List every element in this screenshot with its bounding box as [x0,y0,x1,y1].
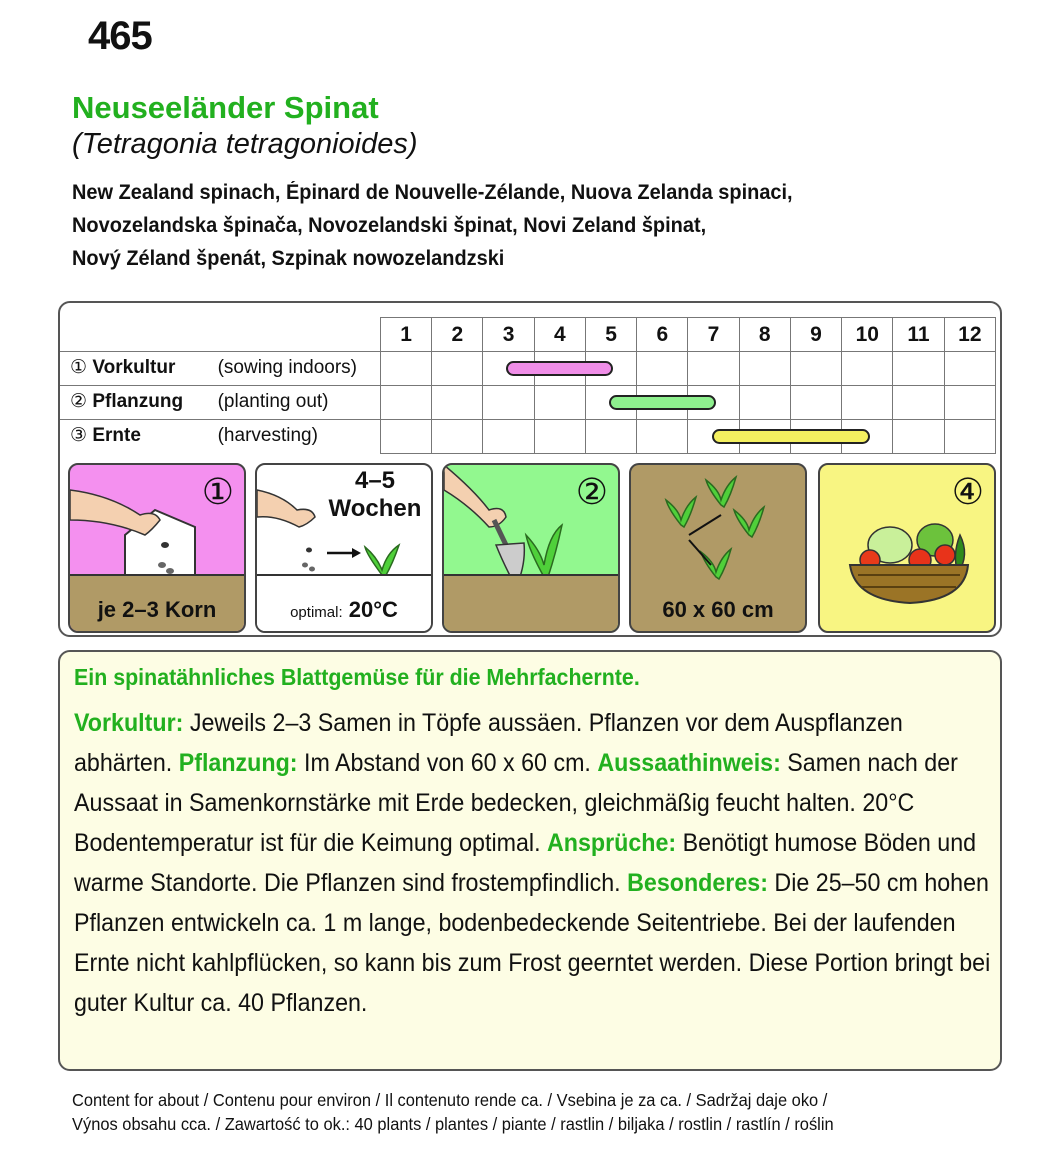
spacing-caption: 60 x 60 cm [662,597,774,622]
step-harvest [818,463,996,633]
keyword-vorkultur: Vorkultur: [74,709,184,737]
description-lead: Ein spinatähnliches Blattgemüse für die Mehrfachernte. [74,664,640,690]
ernte-bar [712,429,870,444]
month-cell: 9 [790,318,841,352]
month-cell: 2 [432,318,483,352]
keyword-pflanzung: Pflanzung: [178,749,298,777]
footer-line: Content for about / Contenu pour environ / Il contenuto rende ca. / Vsebina je za ca. / Sadržaj daje oko / [72,1090,828,1110]
row-title: Ernte [92,425,141,446]
temperature-label: optimal: [290,604,343,621]
month-cell: 11 [893,318,944,352]
names-line: Nový Zéland špenát, Szpinak nowozelandzski [72,247,505,270]
temperature-value: 20°C [348,597,398,622]
step-sowing [68,463,246,633]
text-ansprueche: Benötigt humose Böden und warme Standorte. Die Pflanzen sind frostempfindlich. [74,829,977,897]
names-line: New Zealand spinach, Épinard de Nouvelle-Zélande, Nuova Zelanda spinaci, [72,181,793,204]
month-grid [380,317,996,454]
step-planting [442,463,620,633]
product-number: 465 [88,14,152,58]
row-symbol: ① [70,357,88,378]
row-title: Vorkultur [92,357,176,378]
row-label-vorkultur [70,351,357,385]
row-subtitle: (planting out) [217,391,329,412]
description-body [74,703,1004,1023]
step-number: ④ [951,471,984,512]
duration-unit: Wochen [328,495,422,522]
translated-names [72,176,984,275]
names-line: Novozelandska špinača, Novozelandski špinat, Novi Zeland špinat, [72,214,707,237]
row-symbol: ③ [70,425,88,446]
vorkultur-bar [506,361,613,376]
month-cell: 12 [944,318,995,352]
row-subtitle: (harvesting) [217,425,318,446]
duration-range: 4–5 [354,467,396,494]
step-germination [255,463,433,633]
keyword-aussaathinweis: Aussaathinweis: [597,749,781,777]
step-number: ② [575,471,608,512]
row-label-ernte [70,419,318,453]
row-title: Pflanzung [92,391,184,412]
content-footer [72,1088,1012,1136]
soil [444,574,618,631]
step-illustrations [68,463,996,633]
footer-line: Výnos obsahu cca. / Zawartość to ok.: 40 plants / plantes / piante / rastlin / biljaka / rostlin / rastlín / roślin [72,1114,834,1134]
row-subtitle: (sowing indoors) [217,357,358,378]
calendar-row [381,420,996,454]
keyword-ansprueche: Ansprüche: [546,829,677,857]
text-pflanzung: Im Abstand von 60 x 60 cm. [297,749,591,777]
month-cell: 10 [842,318,893,352]
month-cell: 7 [688,318,739,352]
calendar-row [381,352,996,386]
month-cell: 1 [381,318,432,352]
latin-name: (Tetragonia tetragonioides) [72,128,418,160]
row-symbol: ② [70,391,88,412]
description-box [58,650,1002,1071]
text-vorkultur: Jeweils 2–3 Samen in Töpfe aussäen. Pflanzen vor dem Auspflanzen abhärten. [74,709,903,777]
temperature-caption [257,597,431,623]
step-spacing [629,463,807,633]
germination-duration [325,467,425,523]
month-cell: 4 [534,318,585,352]
cultivation-calendar [58,301,1002,637]
pflanzung-bar [609,395,716,410]
text-aussaathinweis: Samen nach der Aussaat in Samenkornstärke mit Erde bedecken, gleichmäßig feucht halten. 20°C Bodentemperatur ist für die Keimung optimal. [74,749,958,857]
step-caption: je 2–3 Korn [97,597,217,622]
month-header-row [381,318,996,352]
text-besonderes: Die 25–50 cm hohen Pflanzen entwickeln ca. 1 m lange, bodenbedeckende Seitentriebe. Bei der laufenden Ernte nicht kahlpflücken, so kann bis zum Frost geerntet werden. Diese Portion bringt bei guter Kultur ca. 40 Pflanzen. [74,869,991,1017]
row-label-pflanzung [70,385,329,419]
plant-title: Neuseeländer Spinat [72,90,379,125]
month-cell: 8 [739,318,790,352]
month-cell: 5 [585,318,636,352]
month-cell: 3 [483,318,534,352]
month-cell: 6 [637,318,688,352]
keyword-besonderes: Besonderes: [627,869,768,897]
step-number: ① [201,471,234,512]
